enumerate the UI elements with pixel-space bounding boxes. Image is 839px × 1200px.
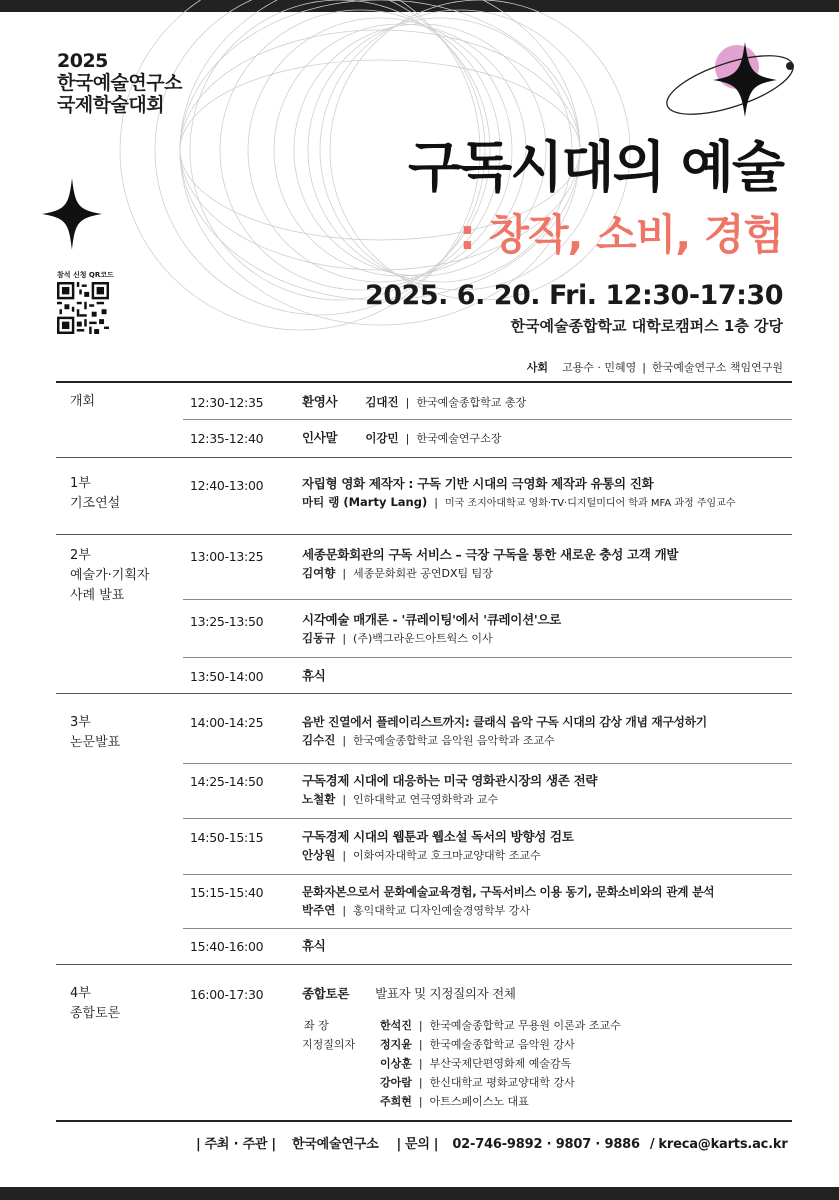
- divider: [183, 419, 792, 420]
- divider: [183, 928, 792, 929]
- time-slot: 12:35-12:40: [190, 431, 264, 446]
- speaker-affiliation: (주)백그라운드아트웍스 이사: [353, 632, 493, 645]
- organizer-block: [57, 50, 182, 116]
- item-title: 종합토론: [302, 986, 350, 1001]
- divider: [183, 763, 792, 764]
- section-number: 2부: [70, 548, 91, 563]
- person-name: 한석진: [380, 1019, 412, 1032]
- person-affiliation: 한국예술종합학교 음악원 강사: [429, 1038, 575, 1051]
- item-title: 휴식: [302, 668, 326, 683]
- page-subtitle: : 창작, 소비, 경험: [458, 210, 783, 259]
- host-label: 주최 · 주관: [204, 1137, 268, 1152]
- divider: [183, 818, 792, 819]
- speaker-affiliation: 미국 조지아대학교 영화·TV·디지털미디어 학과 MFA 과정 주임교수: [444, 498, 736, 509]
- divider: [56, 457, 792, 458]
- agenda-item: 세종문화회관의 구독 서비스 – 극장 구독을 통한 새로운 충성 고객 개발 김여향 | 세종문화회관 공연DX팀 팀장: [302, 547, 679, 580]
- section-title: 종합토론: [70, 1006, 121, 1021]
- item-title: 구독경제 시대에 대응하는 미국 영화관시장의 생존 전략: [302, 773, 598, 788]
- agenda-item: 구독경제 시대의 웹툰과 웹소설 독서의 방향성 검토 안상원 | 이화여자대학교 호크마교양대학 조교수: [302, 829, 574, 862]
- agenda-item: 문화자본으로서 문화예술교육경험, 구독서비스 이용 동기, 문화소비와의 관계 분석 박주연 | 홍익대학교 디자인예술경영학부 강사: [302, 885, 715, 917]
- event-datetime: 2025. 6. 20. Fri. 12:30-17:30: [364, 280, 783, 311]
- discussion-people: [380, 1016, 621, 1111]
- item-title: 인사말: [302, 430, 338, 445]
- chair-label: 좌 장: [304, 1019, 329, 1032]
- sparkle-icon-left: [42, 178, 102, 250]
- section-number: 4부: [70, 986, 91, 1001]
- person-affiliation: 한국예술종합학교 무용원 이론과 조교수: [429, 1019, 621, 1032]
- person-affiliation: 한신대학교 평화교양대학 강사: [429, 1076, 575, 1089]
- person-affiliation: 아트스페이스노 대표: [429, 1095, 529, 1108]
- speaker-name: 안상원: [302, 848, 336, 862]
- divider: [56, 534, 792, 535]
- agenda-item: [302, 667, 326, 685]
- discussion-labels: [302, 1016, 355, 1054]
- agenda-item: [302, 937, 326, 955]
- time-slot: 13:25-13:50: [190, 614, 264, 629]
- item-title: 음반 진열에서 플레이리스트까지: 클래식 음악 구독 시대의 감상 개념 재구성하기: [302, 715, 707, 729]
- speaker-name: 이강민: [365, 431, 399, 445]
- speaker-name: 박주연: [302, 903, 336, 917]
- speaker-affiliation: 홍익대학교 디자인예술경영학부 강사: [353, 904, 531, 917]
- discussant-row: 이상훈 | 부산국제단편영화제 예술감독: [380, 1057, 572, 1070]
- agenda-item: 시각예술 매개론 - '큐레이팅'에서 '큐레이션'으로 김동규 | (주)백그라운드아트웍스 이사: [302, 612, 561, 645]
- item-title: 시각예술 매개론 - '큐레이팅'에서 '큐레이션'으로: [302, 612, 561, 627]
- item-title: 문화자본으로서 문화예술교육경험, 구독서비스 이용 동기, 문화소비와의 관계 분석: [302, 885, 715, 899]
- speaker-affiliation: 한국예술종합학교 총장: [416, 396, 527, 409]
- contact-email[interactable]: kreca@karts.ac.kr: [658, 1137, 788, 1152]
- speaker-affiliation: 한국예술종합학교 음악원 음악학과 조교수: [353, 734, 555, 747]
- person-name: 강아람: [380, 1076, 412, 1089]
- qr-code-icon[interactable]: [57, 282, 109, 334]
- agenda-item: 환영사 김대진 | 한국예술종합학교 총장: [302, 394, 527, 409]
- time-slot: 12:30-12:35: [190, 395, 264, 410]
- speaker-affiliation: 인하대학교 연극영화학과 교수: [353, 793, 499, 806]
- discussant-row: 정지윤 | 한국예술종합학교 음악원 강사: [380, 1038, 575, 1051]
- speaker-name: 김여향: [302, 566, 336, 580]
- section-title: 논문발표: [70, 735, 121, 750]
- time-slot: 15:40-16:00: [190, 939, 264, 954]
- item-title: 구독경제 시대의 웹툰과 웹소설 독서의 방향성 검토: [302, 829, 574, 844]
- contact-phone: 02-746-9892 · 9807 · 9886: [452, 1137, 640, 1152]
- moderator-role: 한국예술연구소 책임연구원: [651, 361, 783, 374]
- moderator-names: 고용수 · 민혜영: [562, 361, 637, 374]
- agenda-item: 음반 진열에서 플레이리스트까지: 클래식 음악 구독 시대의 감상 개념 재구성하기 김수진 | 한국예술종합학교 음악원 음악학과 조교수: [302, 715, 707, 747]
- table-top-rule: [56, 381, 792, 383]
- divider: [56, 693, 792, 694]
- discussant-row: 한석진 | 한국예술종합학교 무용원 이론과 조교수: [380, 1019, 621, 1032]
- qr-label: 참석 신청 QR코드: [57, 271, 114, 279]
- agenda-item: 구독경제 시대에 대응하는 미국 영화관시장의 생존 전략 노철환 | 인하대학교 연극영화학과 교수: [302, 773, 598, 806]
- moderator-line: 사회 고용수 · 민혜영 | 한국예술연구소 책임연구원: [526, 361, 783, 374]
- agenda-item: [302, 985, 516, 1003]
- section-part1: [70, 474, 120, 514]
- item-title: 휴식: [302, 938, 326, 953]
- time-slot: 13:00-13:25: [190, 549, 264, 564]
- time-slot: 15:15-15:40: [190, 885, 264, 900]
- event-year: 2025: [57, 50, 108, 72]
- speaker-name: 마티 랭 (Marty Lang): [302, 495, 428, 509]
- speaker-name: 김수진: [302, 733, 336, 747]
- section-number: 1부: [70, 476, 91, 491]
- event-name: 국제학술대회: [57, 94, 165, 116]
- speaker-affiliation: 세종문화회관 공연DX팀 팀장: [353, 567, 493, 580]
- organizer-name: 한국예술연구소: [57, 72, 182, 94]
- person-name: 이상훈: [380, 1057, 412, 1070]
- section-title: 예술가·기획자: [70, 568, 150, 583]
- time-slot: 16:00-17:30: [190, 987, 264, 1002]
- speaker-name: 노철환: [302, 792, 336, 806]
- section-part2: [70, 546, 149, 606]
- host-name: 한국예술연구소: [291, 1137, 379, 1152]
- footer: | 주최 · 주관 | 한국예술연구소 | 문의 | 02-746-9892 · 9807 · 9886 / kreca@karts.ac.kr: [196, 1137, 788, 1152]
- page-title: 구독시대의 예술: [407, 135, 783, 199]
- divider: [56, 964, 792, 965]
- agenda-item: 자립형 영화 제작자 : 구독 기반 시대의 극영화 제작과 유통의 진화 마티 랭 (Marty Lang) | 미국 조지아대학교 영화·TV·디지털미디어 학과 MFA 과정 주임교수: [302, 476, 736, 509]
- moderator-label: 사회: [526, 361, 549, 374]
- speaker-name: 김동규: [302, 631, 336, 645]
- divider: [183, 599, 792, 600]
- time-slot: 13:50-14:00: [190, 669, 264, 684]
- time-slot: 12:40-13:00: [190, 478, 264, 493]
- speaker-affiliation: 이화여자대학교 호크마교양대학 조교수: [353, 849, 541, 862]
- contact-label: 문의: [405, 1137, 430, 1152]
- divider: [183, 874, 792, 875]
- time-slot: 14:50-15:15: [190, 830, 264, 845]
- person-affiliation: 부산국제단편영화제 예술감독: [429, 1057, 572, 1070]
- section-number: 3부: [70, 715, 91, 730]
- item-title: 세종문화회관의 구독 서비스 – 극장 구독을 통한 새로운 충성 고객 개발: [302, 547, 679, 562]
- section-title: 기조연설: [70, 496, 121, 511]
- bottom-border: [0, 1187, 839, 1200]
- table-bottom-rule: [56, 1120, 792, 1122]
- section-part4: [70, 984, 120, 1024]
- agenda-item: 인사말 이강민 | 한국예술연구소장: [302, 430, 502, 445]
- discussant-row: 주희현 | 아트스페이스노 대표: [380, 1095, 529, 1108]
- event-venue: 한국예술종합학교 대학로캠퍼스 1층 강당: [510, 317, 783, 335]
- item-description: 발표자 및 지정질의자 전체: [375, 986, 516, 1001]
- time-slot: 14:00-14:25: [190, 715, 264, 730]
- discussant-label: 지정질의자: [302, 1038, 356, 1051]
- item-title: 환영사: [302, 394, 338, 409]
- speaker-affiliation: 한국예술연구소장: [416, 432, 502, 445]
- discussant-row: 강아람 | 한신대학교 평화교양대학 강사: [380, 1076, 575, 1089]
- speaker-name: 김대진: [365, 395, 399, 409]
- person-name: 주희현: [380, 1095, 412, 1108]
- person-name: 정지윤: [380, 1038, 412, 1051]
- divider: [183, 657, 792, 658]
- section-part3: [70, 713, 120, 753]
- item-title: 자립형 영화 제작자 : 구독 기반 시대의 극영화 제작과 유통의 진화: [302, 476, 654, 491]
- section-title: 사례 발표: [70, 588, 125, 603]
- time-slot: 14:25-14:50: [190, 774, 264, 789]
- section-opening: 개회: [70, 394, 96, 409]
